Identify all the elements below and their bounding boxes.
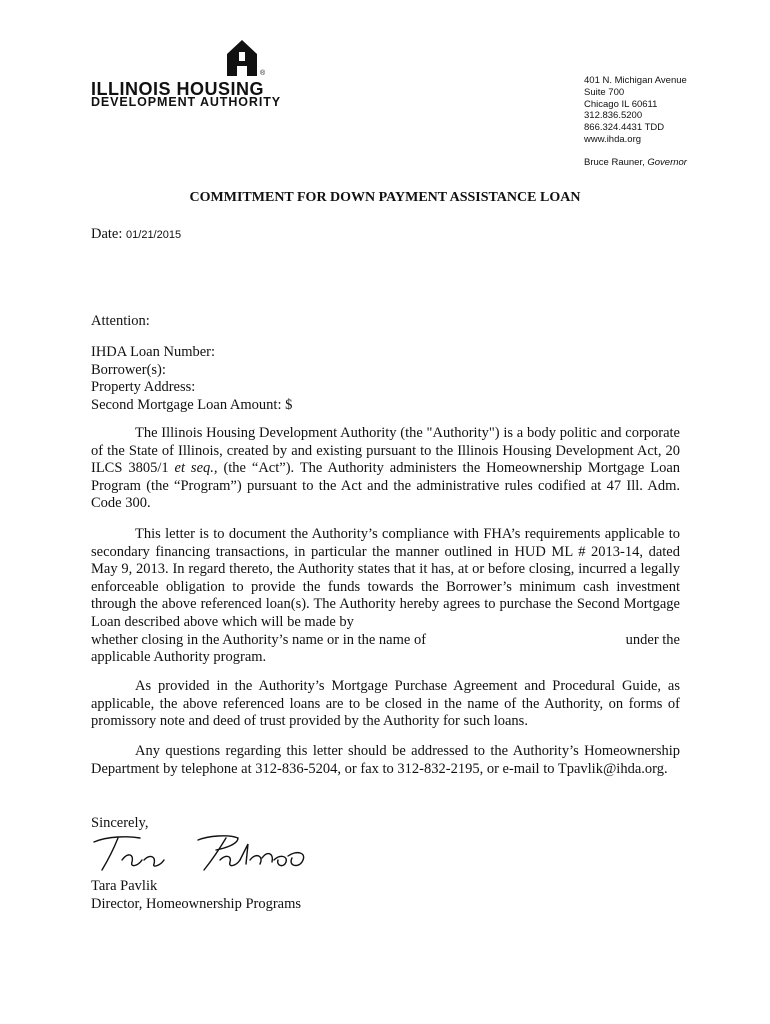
date-value: 01/21/2015	[126, 229, 182, 241]
website-link[interactable]: www.ihda.org	[584, 133, 642, 145]
second-mortgage-amount-label: Second Mortgage Loan Amount: $	[91, 396, 293, 413]
paragraph-questions	[91, 743, 680, 778]
closing: Sincerely,	[91, 815, 149, 831]
address-block	[584, 75, 687, 146]
address-line: Chicago IL 60611	[584, 98, 658, 110]
address-line: Suite 700	[584, 86, 625, 98]
p2-fill-line	[91, 632, 680, 650]
p2-text-a: This letter is to document the Authority’s compliance with FHA’s requirements applicable to secondary financing transactions, in particular the manner outlined in HUD ML # 2013-14, dated May 9, 2013. In regard thereto, the Authority states that it has, at or before closing, incurred a legally enforceable obligation to provide the funds towards the Borrower’s minimum cash investment through the above referenced loan(s). The Authority hereby agrees to purchase the Second Mortgage Loan described above which will be made by	[91, 526, 680, 630]
p1-text-b: (the “Act”). The Authority administers the Homeownership Mortgage Loan Program (the “Program”) pursuant to the Act and the administrative rules codified at 47 Ill. Adm. Code 300.	[91, 460, 681, 512]
p1-text-a: The Illinois Housing Development Authority (the "Authority") is a body politic and corporate of the State of Illinois, created by and existing pursuant to the Illinois Housing Development Act, 20 ILCS 3805/1	[91, 425, 680, 477]
p2-line-left: whether closing in the Authority’s name or in the name of	[91, 631, 427, 648]
document-title: COMMITMENT FOR DOWN PAYMENT ASSISTANCE LOAN	[189, 190, 581, 205]
paragraph-fha-compliance	[91, 526, 680, 667]
signer-name: Tara Pavlik	[91, 878, 158, 894]
p1-italic: et seq.,	[174, 460, 218, 477]
date-row	[91, 226, 181, 243]
governor-line	[584, 157, 687, 168]
address-line: 866.324.4431 TDD	[584, 122, 665, 134]
address-line: 401 N. Michigan Avenue	[584, 75, 687, 86]
p3-text: As provided in the Authority’s Mortgage Purchase Agreement and Procedural Guide, as applicable, the above referenced loans are to be closed in the name of the Authority, on forms of promissory note and deed of trust provided by the Authority for such loans.	[91, 678, 680, 730]
loan-number-label: IHDA Loan Number:	[91, 344, 216, 360]
p4-text: Any questions regarding this letter should be addressed to the Authority’s Homeownership Department by telephone at 312-836-5204, or fax to 312-832-2195, or e-mail to Tpavlik@ihda.org.	[91, 743, 680, 777]
paragraph-procedural-guide	[91, 678, 680, 731]
p2-last-line: applicable Authority program.	[91, 649, 267, 666]
borrowers-label: Borrower(s):	[91, 361, 166, 378]
org-name-line1: ILLINOIS HOUSING	[91, 79, 265, 99]
attention-label: Attention:	[91, 313, 150, 329]
address-line: 312.836.5200	[584, 110, 643, 122]
org-name-line2: DEVELOPMENT AUTHORITY	[91, 95, 281, 109]
governor-title: Governor	[647, 157, 687, 168]
date-label: Date:	[91, 226, 123, 242]
registered-mark: ®	[260, 70, 266, 77]
p2-line-right: under the	[625, 631, 680, 648]
paragraph-authority	[91, 425, 680, 513]
ihda-logo-icon	[223, 38, 261, 78]
signature-image	[88, 830, 320, 876]
loan-fields	[91, 344, 292, 414]
governor-name: Bruce Rauner,	[584, 157, 645, 168]
signer-title: Director, Homeownership Programs	[91, 896, 302, 912]
property-address-label: Property Address:	[91, 379, 196, 395]
